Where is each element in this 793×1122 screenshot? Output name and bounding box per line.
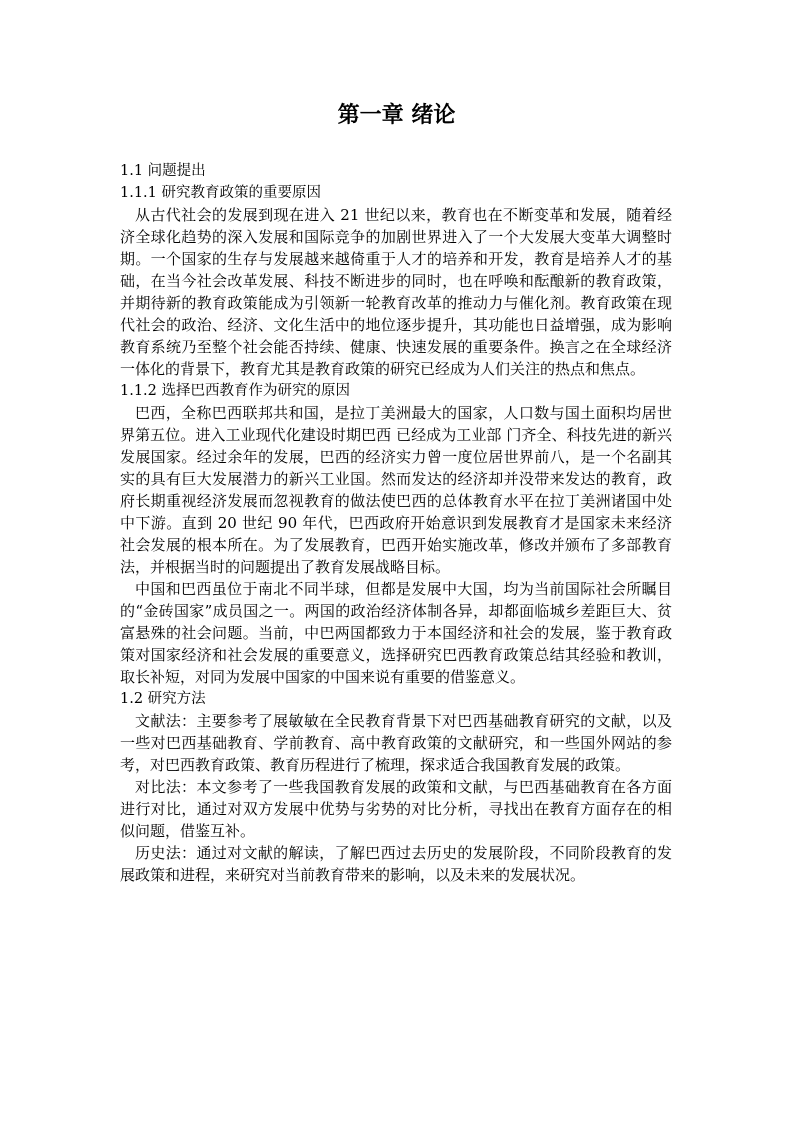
section-heading-1-1-2: 1.1.2 选择巴西教育作为研究的原因 bbox=[120, 383, 351, 399]
section-heading-1-2: 1.2 研究方法 bbox=[120, 691, 206, 707]
paragraph-historical-method: 历史法：通过对文献的解读，了解巴西过去历史的发展阶段，不同阶段教育的发展政策和进程，来研究对当前教育带来的影响，以及未来的发展状况。 bbox=[120, 844, 672, 884]
section-heading-1-1-1: 1.1.1 研究教育政策的重要原因 bbox=[120, 185, 322, 201]
paragraph-education-policy-importance: 从古代社会的发展到现在进入 21 世纪以来，教育也在不断变革和发展，随着经济全球化趋势的深入发展和国际竞争的加剧世界进入了一个大发展大变革大调整时期。一个国家的生存与发展越来越倚重于人才的培养和开发，教育是培养人才的基础，在当今社会改革发展、科技不断进步的同时，也在呼唤和酝酿新的教育政策，并期待新的教育政策能成为引领新一轮教育改革的推动力与催化剂。教育政策在现代社会的政治、经济、文化生活中的地位逐步提升，其功能也日益增强，成为影响教育系统乃至整个社会能否持续、健康、快速发展的重要条件。换言之在全球经济一体化的背景下，教育尤其是教育政策的研究已经成为人们关注的热点和焦点。 bbox=[120, 206, 672, 378]
paragraph-comparative-method: 对比法：本文参考了一些我国教育发展的政策和文献，与巴西基础教育在各方面进行对比，通过对双方发展中优势与劣势的对比分析，寻找出在教育方面存在的相似问题，借鉴互补。 bbox=[120, 778, 672, 840]
paragraph-china-brazil-comparison: 中国和巴西虽位于南北不同半球，但都是发展中大国，均为当前国际社会所瞩目的“金砖国家”成员国之一。两国的政治经济体制各异，却都面临城乡差距巨大、贫富悬殊的社会问题。当前，中巴两国都致力于本国经济和社会的发展，鉴于教育政策对国家经济和社会发展的重要意义，选择研究巴西教育政策总结其经验和教训，取长补短，对同为发展中国家的中国来说有重要的借鉴意义。 bbox=[120, 580, 672, 686]
paragraph-brazil-overview: 巴西，全称巴西联邦共和国，是拉丁美洲最大的国家，人口数与国土面积均居世界第五位。进入工业现代化建设时期巴西 已经成为工业部 门齐全、科技先进的新兴发展国家。经过余年的发展，巴西的经济实力曾一度位居世界前八，是一个名副其实的具有巨大发展潜力的新兴工业国。然而发达的经济却并没带来发达的教育，政府长期重视经济发展而忽视教育的做法使巴西的总体教育水平在拉丁美洲诸国中处中下游。直到 20 世纪 90 年代，巴西政府开始意识到发展教育才是国家未来经济社会发展的根本所在。为了发展教育，巴西开始实施改革，修改并颁布了多部教育法，并根据当时的问题提出了教育发展战略目标。 bbox=[120, 404, 672, 576]
body-content bbox=[120, 160, 672, 886]
section-heading-1-1: 1.1 问题提出 bbox=[120, 163, 206, 179]
paragraph-literature-method: 文献法：主要参考了展敏敏在全民教育背景下对巴西基础教育研究的文献，以及一些对巴西基础教育、学前教育、高中教育政策的文献研究，和一些国外网站的参考，对巴西教育政策、教育历程进行了梳理，探求适合我国教育发展的政策。 bbox=[120, 712, 672, 774]
chapter-title: 第一章 绪论 bbox=[337, 103, 456, 128]
